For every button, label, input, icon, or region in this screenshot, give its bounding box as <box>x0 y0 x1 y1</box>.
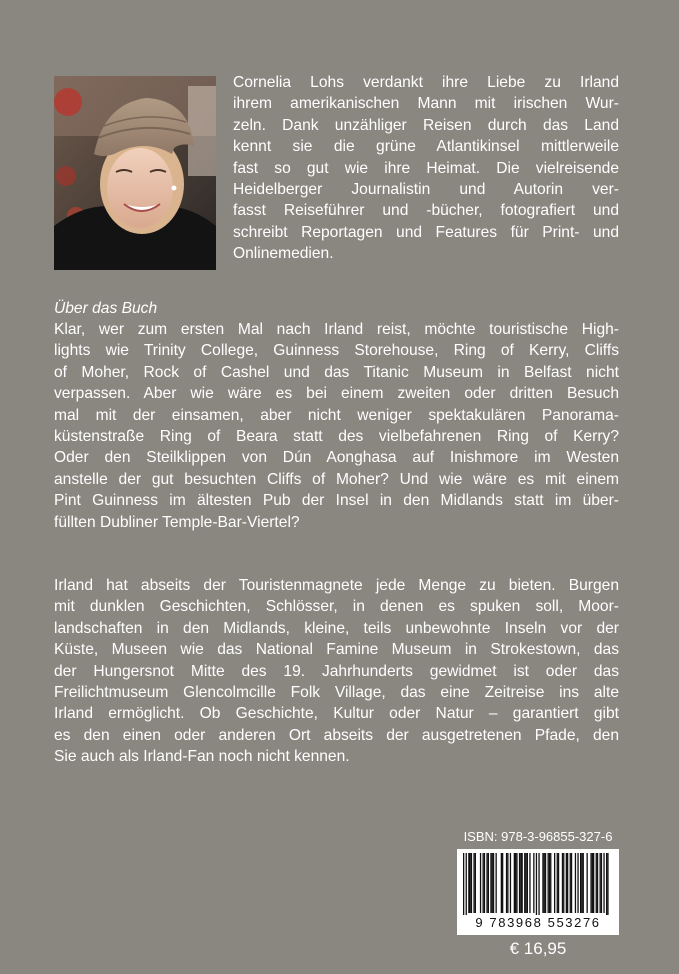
barcode-bar <box>516 853 517 913</box>
bio-line: Onlinemedien. <box>233 245 334 263</box>
text-line: anstelle der gut besuchten Cliffs of Moher? Und wie wäre es mit einem <box>54 470 619 488</box>
text-line: Oder den Steilklippen von Dún Aonghasa auf Inishmore im Westen <box>54 449 619 467</box>
barcode-bar <box>550 853 551 913</box>
barcode-bar <box>527 853 528 913</box>
barcode-bar <box>575 853 576 913</box>
text-line: Freilichtmuseum Glencolmcille Folk Village, das eine Zeitreise ins alte <box>54 684 619 702</box>
barcode-bar <box>544 853 545 913</box>
barcode-bar <box>557 853 558 913</box>
barcode-bar <box>587 853 588 913</box>
barcode-bar <box>488 853 489 913</box>
barcode-bar <box>549 853 550 913</box>
bio-line: zeln. Dank unzähliger Reisen durch das Land <box>233 116 619 134</box>
text-line: lights wie Trinity College, Guinness Storehouse, Ring of Kerry, Cliffs <box>54 342 619 360</box>
barcode-bar <box>600 853 601 913</box>
barcode-bar <box>548 853 549 913</box>
barcode-bar <box>470 853 471 913</box>
barcode-bar <box>496 853 497 913</box>
barcode-bar <box>524 853 525 913</box>
barcode-bar <box>542 853 543 913</box>
barcode-bar <box>563 853 564 913</box>
text-line: füllten Dubliner Temple-Bar-Viertel? <box>54 513 300 531</box>
bio-line: kennt sie die grüne Atlantikinsel mittlerweile <box>233 138 619 156</box>
barcode-bar <box>593 853 594 913</box>
barcode-bar <box>607 853 608 915</box>
barcode-bar <box>529 853 530 913</box>
barcode-bar <box>507 853 508 913</box>
text-line: Irland hat abseits der Touristenmagnete jede Menge zu bieten. Burgen <box>54 577 619 594</box>
text-line: Klar, wer zum ersten Mal nach Irland reist, möchte touristische High- <box>54 321 619 338</box>
isbn-label: ISBN: 978-3-96855-327-6 <box>463 829 613 844</box>
text-line: küstenstraße Ring of Beara statt des vielbefahrenen Ring of Kerry? <box>54 428 619 446</box>
barcode-digits: 9 783968 553276 <box>475 915 601 930</box>
barcode-bar <box>520 853 521 913</box>
barcode-bar <box>510 853 511 913</box>
barcode-bar <box>597 853 598 913</box>
text-line: mal mit der einsamen, aber nicht weniger spektakulären Panorama- <box>54 406 619 424</box>
barcode-bar <box>570 853 571 913</box>
author-bio <box>233 72 619 265</box>
bio-line: fasst Reiseführer und -bücher, fotografiert und <box>233 202 619 220</box>
barcode-bar <box>501 853 502 913</box>
barcode-bar <box>596 853 597 913</box>
bio-line: Heidelberger Journalistin und Autorin ver- <box>233 181 619 199</box>
bio-line: Cornelia Lohs verdankt ihre Liebe zu Irland <box>233 74 619 91</box>
barcode-bar <box>545 853 546 913</box>
bio-line: schreibt Reportagen und Features für Print- und <box>233 223 619 241</box>
text-line: mit dunklen Geschichten, Schlösser, in denen es spuken soll, Moor- <box>54 598 619 616</box>
text-line: verpassen. Aber wie wäre es bei einem zweiten oder dritten Besuch <box>54 385 619 403</box>
barcode-bar <box>475 853 476 913</box>
barcode-bar <box>471 853 472 913</box>
barcode-bar <box>492 853 493 913</box>
text-line: es den einen oder anderen Ort abseits der ausgetretenen Pfade, den <box>54 726 619 744</box>
barcode-bar <box>502 853 503 913</box>
text-line: Küste, Museen wie das National Famine Museum in Strokestown, das <box>54 641 619 659</box>
barcode-bar <box>571 853 572 913</box>
barcode-bar <box>468 853 469 913</box>
barcode-bar <box>538 853 539 915</box>
barcode-bar <box>514 853 515 913</box>
barcode-bar <box>577 853 578 913</box>
barcode-bar <box>466 853 467 915</box>
barcode-bar <box>566 853 567 913</box>
bio-line: fast so gut wie ihre Heimat. Die vielreisende <box>233 159 619 177</box>
barcode-bar <box>583 853 584 913</box>
section-heading: Über das Buch <box>54 300 158 317</box>
description-paragraph-2 <box>54 575 619 768</box>
barcode-bar <box>603 853 604 913</box>
barcode-bar <box>519 853 520 913</box>
barcode-bar <box>562 853 563 913</box>
barcode-bar <box>536 853 537 915</box>
barcode-bar <box>554 853 555 913</box>
barcode-bar <box>567 853 568 913</box>
text-line: of Moher, Rock of Cashel und das Titanic Museum in Belfast nicht <box>54 363 619 381</box>
bio-line: ihrem amerikanischen Mann mit irischen Wur- <box>233 95 619 113</box>
text-line: Sie auch als Irland-Fan noch nicht kennen. <box>54 748 350 766</box>
barcode-bar <box>606 853 607 915</box>
barcode-bar <box>484 853 485 913</box>
barcode-bar <box>515 853 516 913</box>
barcode-bar <box>522 853 523 913</box>
barcode-bar <box>480 853 481 913</box>
barcode-bar <box>580 853 581 913</box>
text-line: Irland ermöglicht. Ob Geschichte, Kultur oder Natur – garantiert gibt <box>54 705 619 723</box>
barcode-bar <box>506 853 507 913</box>
text-line: landschaften in den Midlands, kleine, teils unbewohnte Inseln vor der <box>54 619 619 637</box>
author-portrait-image <box>54 76 216 270</box>
text-line: Pint Guinness im ältesten Pub der Insel in den Midlands statt im über- <box>54 492 619 510</box>
barcode-bar <box>493 853 494 913</box>
barcode-bar <box>581 853 582 913</box>
barcode-bar <box>590 853 591 913</box>
price: € 16,95 <box>509 939 567 958</box>
barcode-bar <box>483 853 484 913</box>
barcode-bar <box>592 853 593 913</box>
barcode-bar <box>533 853 534 913</box>
barcode-bar <box>558 853 559 913</box>
isbn-barcode <box>457 849 619 935</box>
barcode-bar <box>525 853 526 913</box>
author-photo <box>54 76 216 270</box>
barcode-bar <box>601 853 602 913</box>
barcode-bar <box>490 853 491 913</box>
barcode-bars <box>457 849 619 915</box>
text-line: der Hungersnot Mitte des 19. Jahrhunderts gewidmet ist oder das <box>54 662 619 680</box>
barcode-bar <box>486 853 487 913</box>
barcode-bar <box>473 853 474 913</box>
description-paragraph-1 <box>54 319 619 533</box>
barcode-bar <box>463 853 464 915</box>
